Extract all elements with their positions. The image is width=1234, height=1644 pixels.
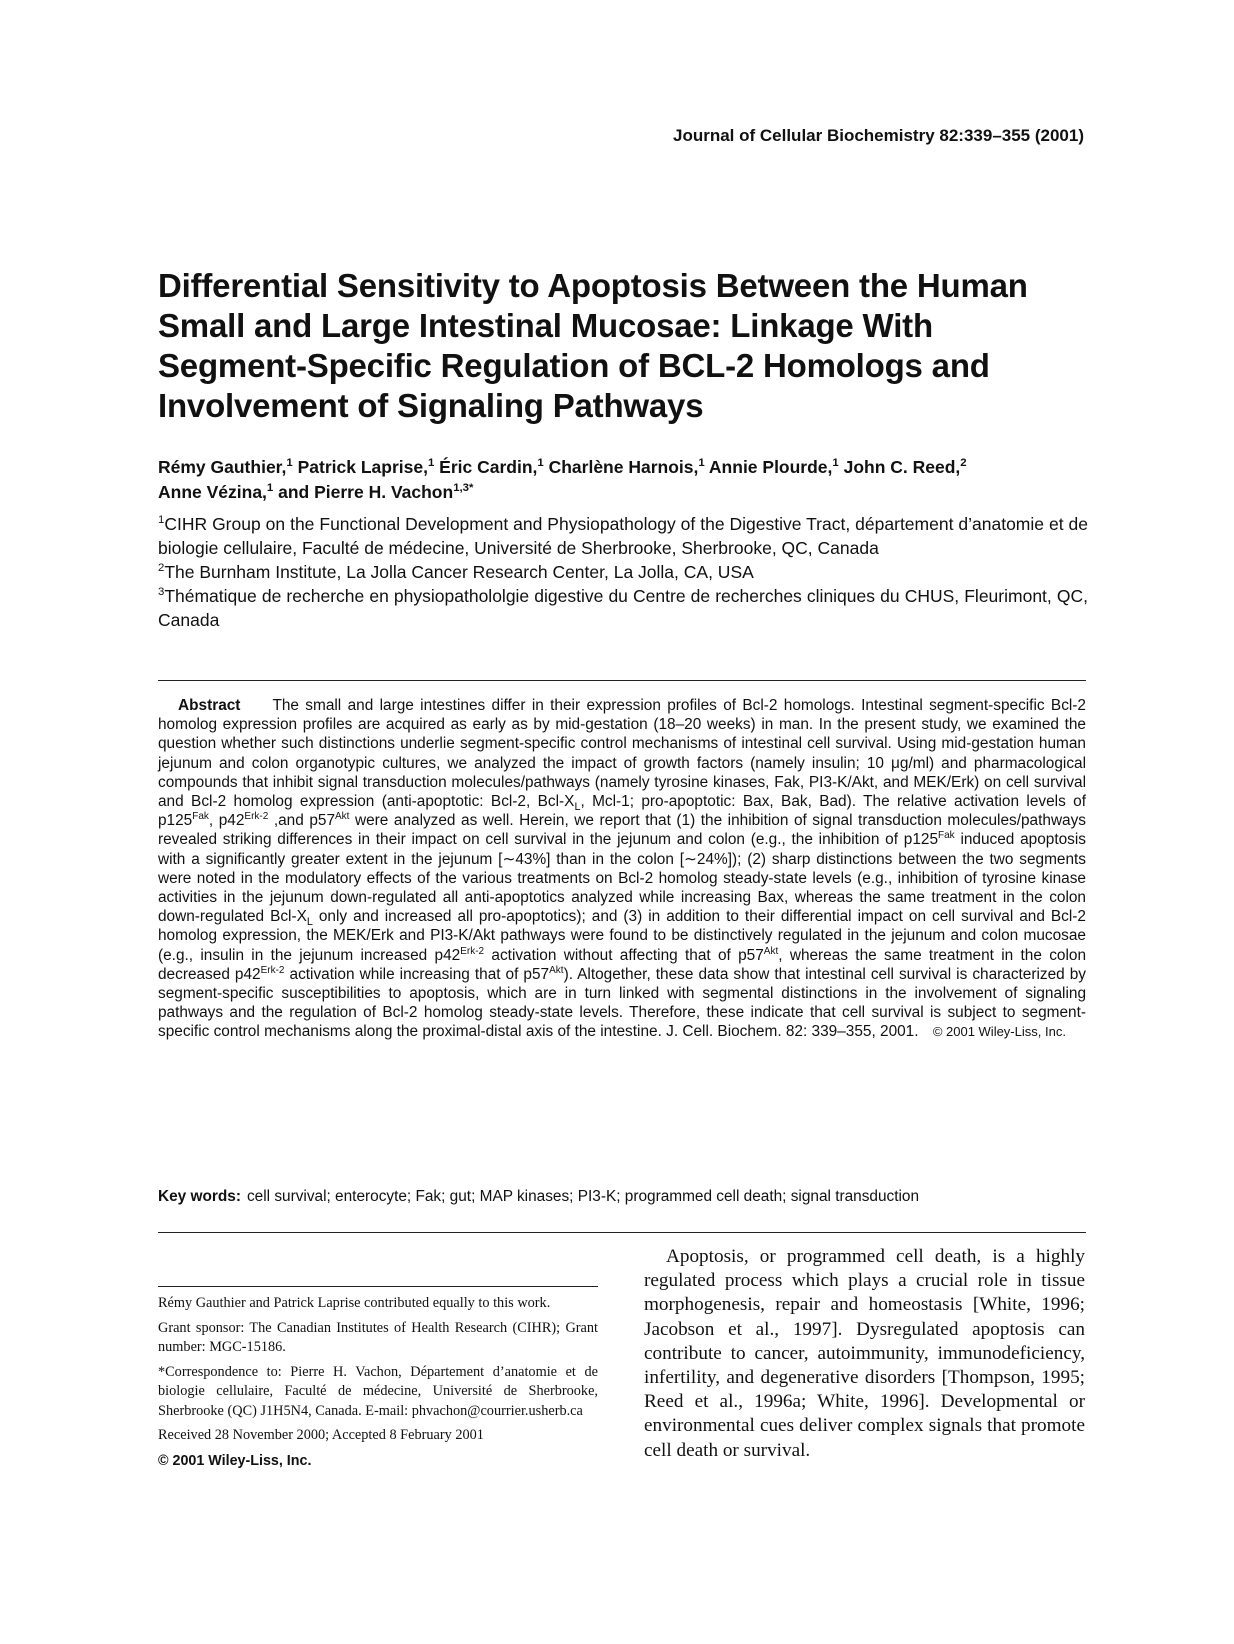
journal-citation: Journal of Cellular Biochemistry 82:339–355 (2001)	[672, 126, 1084, 145]
abstract-copyright: © 2001 Wiley-Liss, Inc.	[932, 1024, 1066, 1040]
author: Annie Plourde,$^1$	[708, 457, 839, 477]
footnote-copyright: © 2001 Wiley-Liss, Inc.	[158, 1452, 312, 1469]
author-list	[158, 455, 1088, 505]
author: Rémy Gauthier,$^1$	[158, 457, 293, 477]
affiliation: $^3$Thématique de recherche en physiopathololgie digestive du Centre de recherches cliniques du CHUS, Fleurimont, QC, Canada	[158, 586, 1088, 630]
affiliation: $^1$CIHR Group on the Functional Development and Physiopathology of the Digestive Tract, département d’anatomie et de biologie cellulaire, Faculté de médecine, Université de Sherbrooke, Sherbrooke, QC, Canada	[158, 514, 1088, 558]
affiliation: $^2$The Burnham Institute, La Jolla Cancer Research Center, La Jolla, CA, USA	[158, 562, 754, 582]
intro-paragraph: Apoptosis, or programmed cell death, is a highly regulated process which plays a crucial role in tissue morphogenesis, repair and homeostasis [White, 1996; Jacobson et al., 1997]. Dysregulated apoptosis can contribute to cancer, autoimmunity, immunodeficiency, infertility, and degenerative disorders [Thompson, 1995; Reed et al., 1996a; White, 1996]. Developmental or environmental cues deliver complex signals that promote cell death or survival.	[644, 1246, 1085, 1461]
author: Anne Vézina,$^1$	[158, 482, 274, 502]
footnote-received: Received 28 November 2000; Accepted 8 February 2001	[158, 1427, 484, 1443]
abstract-text: The small and large intestines differ in their expression profiles of Bcl-2 homologs. Intestinal segment-specific Bcl-2 homolog expression profiles are acquired as early as by mid-gestation (18–20 weeks) in man. In the present study, we examined the question whether such distinctions underlie segment-specific control mechanisms of intestinal cell survival. Using mid-gestation human jejunum and colon organotypic cultures, we analyzed the impact of growth factors (namely insulin; 10 μg/ml) and pharmacological compounds that inhibit signal transduction molecules/pathways (namely tyrosine kinases, Fak, PI3-K/Akt, and MEK/Erk) on cell survival and Bcl-2 homolog expression (anti-apoptotic: Bcl-2, Bcl-$X_L$, Mcl-1; pro-apoptotic: Bax, Bak, Bad). The relative activation levels of $p125^{Fak}$, $p42^{Erk-2}$ ,and $p57^{Akt}$ were analyzed as well. Herein, we report that (1) the inhibition of signal transduction molecules/pathways revealed striking differences in their impact on cell survival in the jejunum and colon (e.g., the inhibition of $p125^{Fak}$ induced apoptosis with a significantly greater extent in the jejunum [∼43%] than in the colon [∼24%]); (2) sharp distinctions between the two segments were noted in the modulatory effects of the various treatments on Bcl-2 homolog steady-state levels (e.g., inhibition of tyrosine kinase activities in the jejunum down-regulated all anti-apoptotics analyzed while increasing Bax, whereas the same treatment in the colon down-regulated Bcl-$X_L$ only and increased all pro-apoptotics); and (3) in addition to their differential impact on cell survival and Bcl-2 homolog expression, the MEK/Erk and PI3-K/Akt pathways were found to be distinctively regulated in the jejunum and colon mucosae (e.g., insulin in the jejunum increased $p42^{Erk-2}$ activation without affecting that of $p57^{Akt}$, whereas the same treatment in the colon decreased $p42^{Erk-2}$ activation while increasing that of $p57^{Akt}$). Altogether, these data show that intestinal cell survival is characterized by segment-specific susceptibilities to apoptosis, which are in turn linked with segmental distinctions in the involvement of signaling pathways and the regulation of Bcl-2 homolog steady-state levels. Therefore, these indicate that cell survival is subject to segment-specific control mechanisms along the proximal-distal axis of the intestine. J. Cell. Biochem. 82: 339–355, 2001.	[158, 697, 1087, 1041]
abstract	[158, 696, 1086, 1042]
divider	[158, 1232, 1086, 1233]
author: Éric Cardin,$^1$	[439, 457, 544, 477]
footnote-divider	[158, 1286, 598, 1287]
author: Charlène Harnois,$^1$	[548, 457, 705, 477]
author: John C. Reed,$^2$	[843, 457, 967, 477]
author: and Pierre H. Vachon$^{1,3*}$	[278, 482, 474, 502]
abstract-label: Abstract	[178, 697, 241, 714]
keywords	[158, 1188, 1086, 1206]
footnotes	[158, 1294, 598, 1476]
affiliations	[158, 512, 1088, 632]
footnote-contrib: Rémy Gauthier and Patrick Laprise contributed equally to this work.	[158, 1295, 551, 1311]
article-title: Differential Sensitivity to Apoptosis Between the Human Small and Large Intestinal Mucosae: Linkage With Segment-Specific Regulation of BCL-2 Homologs and Involvement of Signaling Pathways	[158, 267, 1028, 424]
divider	[158, 680, 1086, 681]
keywords-label: Key words:	[158, 1188, 241, 1205]
keywords-text: cell survival; enterocyte; Fak; gut; MAP kinases; PI3-K; programmed cell death; signal transduction	[246, 1188, 920, 1205]
footnote-correspondence: *Correspondence to: Pierre H. Vachon, Département d’anatomie et de biologie cellulaire, Faculté de médecine, Université de Sherbrooke, Sherbrooke (QC) J1H5N4, Canada. E-mail: phvachon@courrier.usherb.ca	[158, 1363, 598, 1419]
footnote-grant: Grant sponsor: The Canadian Institutes of Health Research (CIHR); Grant number: MGC-15186.	[158, 1319, 598, 1355]
author: Patrick Laprise,$^1$	[297, 457, 435, 477]
